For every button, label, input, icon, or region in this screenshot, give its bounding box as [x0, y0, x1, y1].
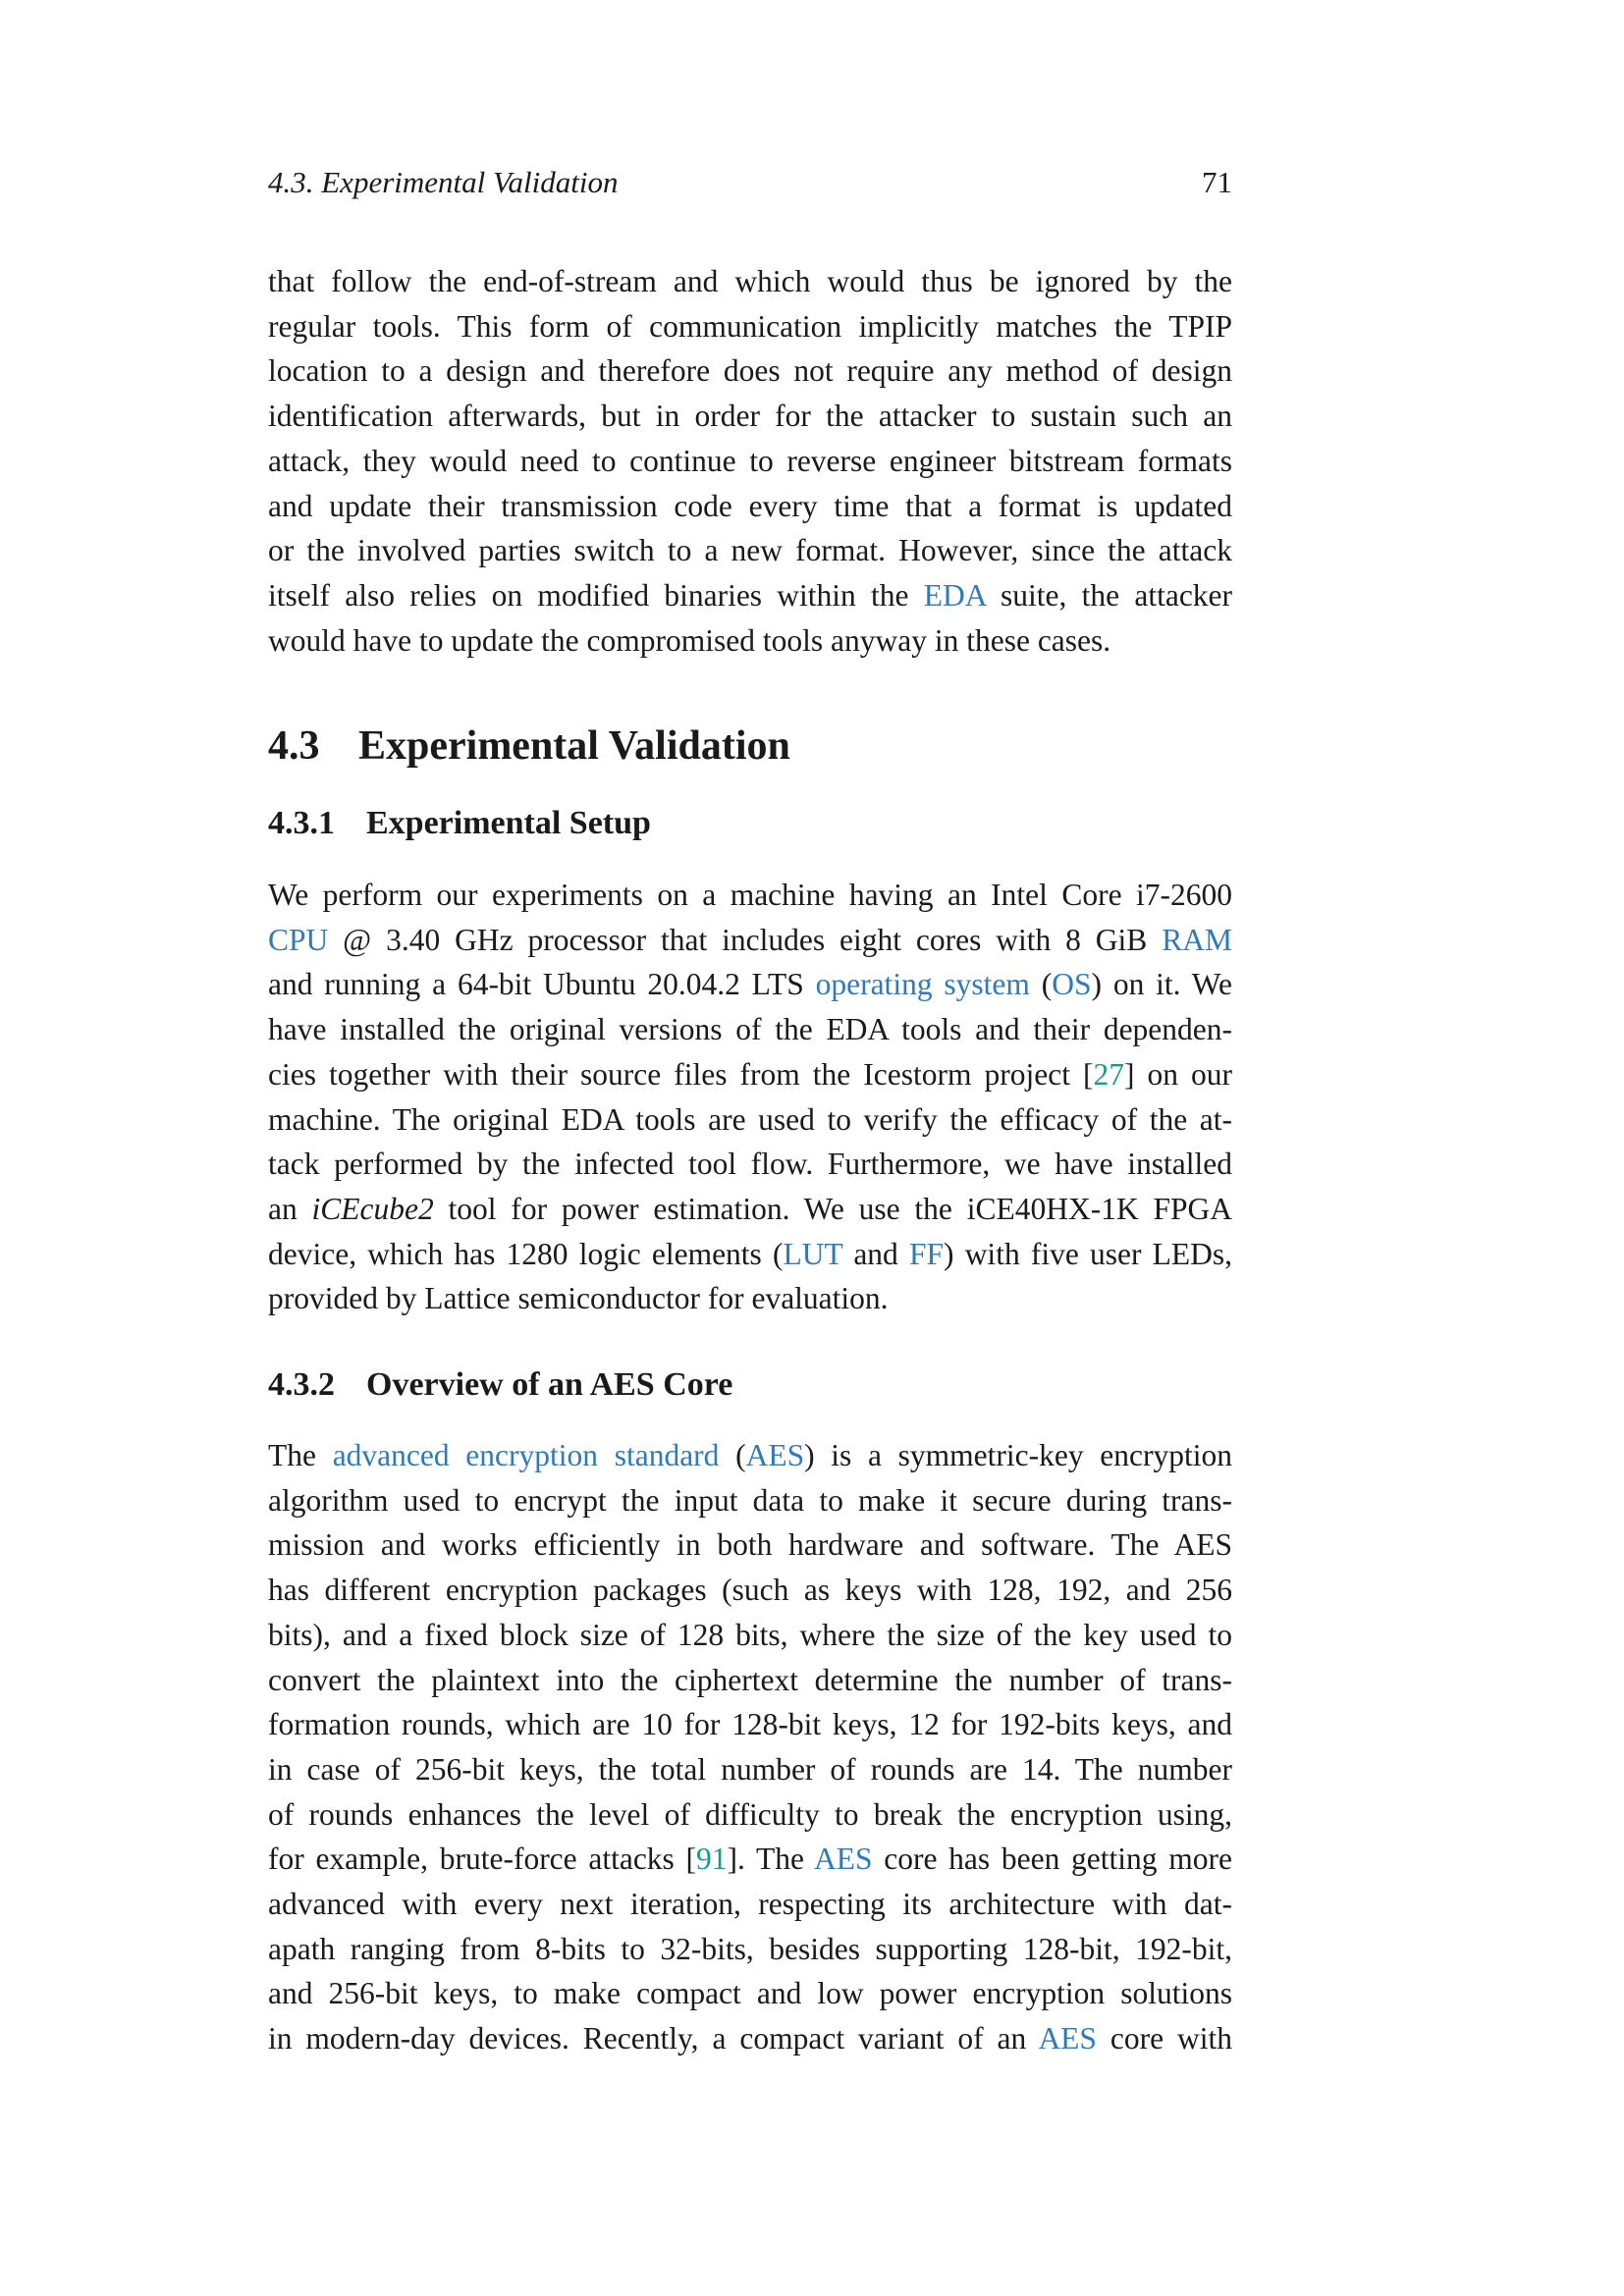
glossary-link-aes[interactable]: AES: [814, 1842, 873, 1877]
text-line: for example, brute-force attacks [91]. The AES core has been getting more: [268, 1842, 1232, 1877]
text-line: The advanced encryption standard (AES) is a symmetric-key encryption: [268, 1438, 1233, 1472]
text-line: algorithm used to encrypt the input data to make it secure during trans-: [268, 1482, 1232, 1518]
header-section-title: 4.3. Experimental Validation: [268, 165, 619, 199]
glossary-link-aes[interactable]: AES: [745, 1438, 805, 1472]
text-line: have installed the original versions of the EDA tools and their dependen-: [268, 1012, 1232, 1047]
text-line: mission and works efficiently in both hardware and software. The AES: [268, 1527, 1232, 1563]
tool-name-icecube2: iCEcube2: [311, 1191, 434, 1226]
text-line: formation rounds, which are 10 for 128-bit keys, 12 for 192-bits keys, and: [268, 1707, 1232, 1742]
text-line: and 256-bit keys, to make compact and low power encryption solutions: [268, 1976, 1232, 2011]
section-heading: [268, 722, 790, 770]
text-line: regular tools. This form of communication implicitly matches the TPIP: [268, 308, 1232, 344]
text-line: has different encryption packages (such as keys with 128, 192, and 256: [268, 1573, 1232, 1608]
glossary-link-os[interactable]: OS: [1052, 967, 1092, 1002]
text-line: device, which has 1280 logic elements (LUT and FF) with five user LEDs,: [268, 1236, 1233, 1271]
subsection-title: Experimental Setup: [366, 805, 651, 841]
subsection-number: 4.3.1: [268, 805, 335, 841]
text-line: We perform our experiments on a machine having an Intel Core i7-2600: [268, 878, 1232, 912]
text-line: itself also relies on modified binaries within the EDA suite, the attacker: [268, 577, 1233, 613]
section-title: Experimental Validation: [358, 723, 790, 769]
text-line: cies together with their source files from the Icestorm project [27] on our: [268, 1056, 1232, 1092]
text-line: and update their transmission code every time that a format is updated: [268, 488, 1232, 523]
text-line: identification afterwards, but in order for the attacker to sustain such an: [268, 399, 1232, 434]
text-line: of rounds enhances the level of difficulty to break the encryption using,: [268, 1796, 1232, 1832]
text-line: and running a 64-bit Ubuntu 20.04.2 LTS operating system (OS) on it. We: [268, 967, 1232, 1002]
text-line: provided by Lattice semiconductor for evaluation.: [268, 1281, 889, 1316]
glossary-link-advanced-encryption-standard[interactable]: advanced encryption standard: [332, 1438, 720, 1472]
paragraph-experimental-setup: [268, 873, 1232, 1321]
text-line: location to a design and therefore does not require any method of design: [268, 353, 1232, 389]
subsection-heading-setup: [268, 805, 651, 842]
text-line: apath ranging from 8-bits to 32-bits, besides supporting 128-bit, 192-bit,: [268, 1931, 1232, 1966]
text-line: that follow the end-of-stream and which would thus be ignored by the: [268, 264, 1232, 298]
glossary-link-operating-system[interactable]: operating system: [815, 967, 1030, 1002]
text-line: machine. The original EDA tools are used to verify the efficacy of the at-: [268, 1101, 1232, 1137]
text-line: an iCEcube2 tool for power estimation. We use the iCE40HX-1K FPGA: [268, 1191, 1233, 1226]
glossary-link-eda[interactable]: EDA: [923, 577, 986, 613]
paragraph-end-of-stream: [268, 259, 1232, 663]
text-line: bits), and a fixed block size of 128 bits, where the size of the key used to: [268, 1617, 1232, 1652]
glossary-link-ram[interactable]: RAM: [1162, 922, 1232, 957]
page-number: 71: [1202, 165, 1232, 199]
text-line: attack, they would need to continue to reverse engineer bitstream formats: [268, 443, 1232, 478]
subsection-number: 4.3.2: [268, 1366, 335, 1403]
paragraph-aes-overview: [268, 1433, 1232, 2061]
running-header: [268, 165, 1232, 204]
subsection-heading-aes: [268, 1366, 732, 1404]
text-line: in modern-day devices. Recently, a compact variant of an AES core with: [268, 2021, 1232, 2056]
text-line: CPU @ 3.40 GHz processor that includes eight cores with 8 GiB RAM: [268, 922, 1232, 957]
citation-link-27[interactable]: 27: [1093, 1056, 1124, 1092]
glossary-link-ff[interactable]: FF: [908, 1236, 945, 1271]
text-line: tack performed by the infected tool flow. Furthermore, we have installed: [268, 1147, 1232, 1182]
text-line: advanced with every next iteration, respecting its architecture with dat-: [268, 1887, 1232, 1922]
text-line: in case of 256-bit keys, the total number of rounds are 14. The number: [268, 1751, 1232, 1787]
citation-link-91[interactable]: 91: [696, 1842, 728, 1877]
glossary-link-aes[interactable]: AES: [1038, 2021, 1097, 2056]
text-line: would have to update the compromised tools anyway in these cases.: [268, 622, 1111, 658]
subsection-title: Overview of an AES Core: [366, 1366, 733, 1403]
text-line: convert the plaintext into the ciphertext determine the number of trans-: [268, 1662, 1232, 1697]
glossary-link-cpu[interactable]: CPU: [268, 922, 329, 957]
text-line: or the involved parties switch to a new format. However, since the attack: [268, 533, 1232, 568]
glossary-link-lut[interactable]: LUT: [783, 1236, 843, 1271]
section-number: 4.3: [268, 723, 320, 769]
